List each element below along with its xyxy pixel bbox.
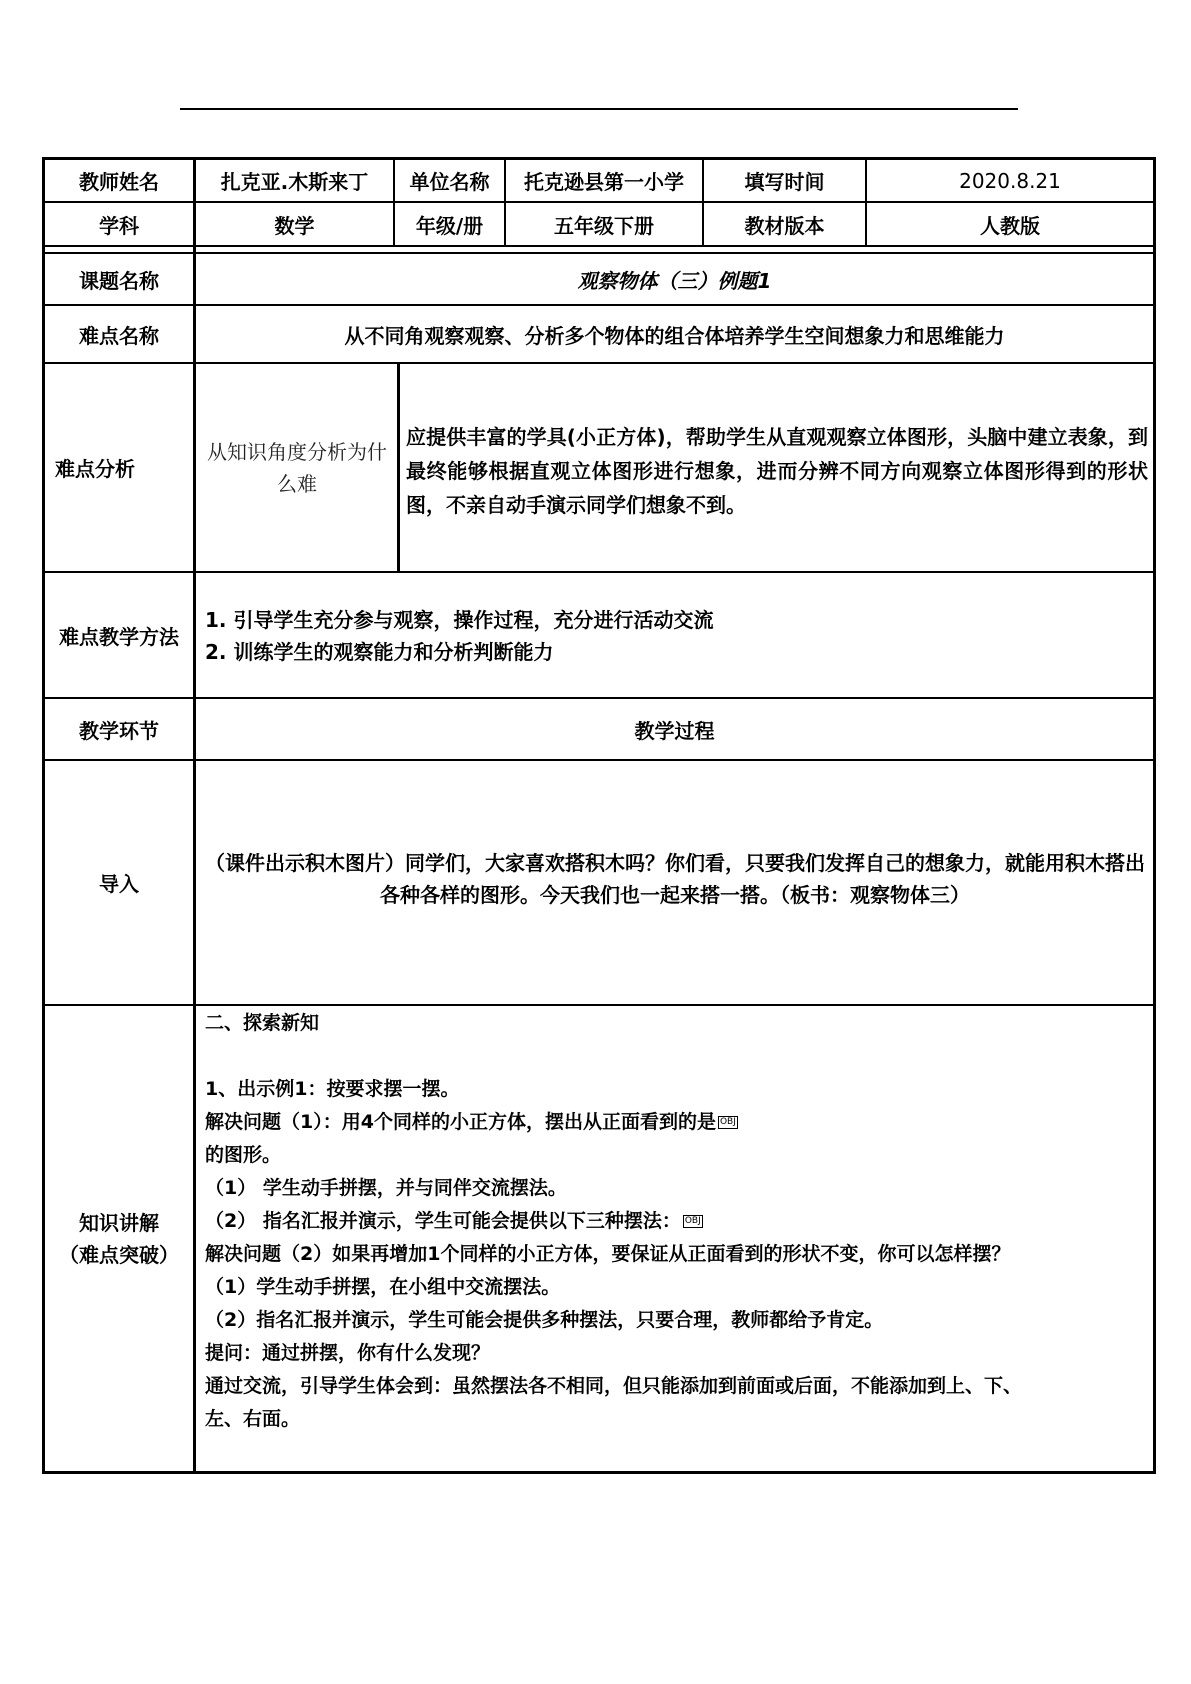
process-value: 教学过程 <box>634 718 715 743</box>
edition-label: 教材版本 <box>744 213 825 238</box>
knowledge-line <box>205 1106 1145 1139</box>
knowledge-label-line: 知识讲解 <box>79 1210 159 1235</box>
subject-value: 数学 <box>274 213 315 238</box>
knowledge-line <box>205 1205 1145 1238</box>
unit-value: 托克逊县第一小学 <box>524 170 684 194</box>
subject-label: 学科 <box>99 213 139 238</box>
date-label: 填写时间 <box>744 170 825 194</box>
knowledge-label <box>45 1006 193 1471</box>
embedded-object-icon: OBJ <box>684 1216 701 1226</box>
grade-value: 五年级下册 <box>554 213 654 238</box>
knowledge-line-text: （2） 指名汇报并演示，学生可能会提供以下三种摆法： <box>205 1210 681 1232</box>
knowledge-line: （2）指名汇报并演示，学生可能会提供多种摆法，只要合理，教师都给予肯定。 <box>205 1309 884 1331</box>
row-divider <box>42 1004 1156 1006</box>
knowledge-line: 解决问题（2）如果再增加1个同样的小正方体，要保证从正面看到的形状不变，你可以怎样摆？ <box>205 1243 1011 1265</box>
row-divider <box>42 571 1156 573</box>
process-label: 教学环节 <box>79 718 159 743</box>
knowledge-line: （1）学生动手拼摆，在小组中交流摆法。 <box>205 1276 561 1298</box>
knowledge-line-text: 解决问题（1）：用4个同样的小正方体，摆出从正面看到的是 <box>205 1111 716 1133</box>
method-item: 2. 训练学生的观察能力和分析判断能力 <box>205 640 554 664</box>
knowledge-line: 二、探索新知 <box>205 1012 320 1034</box>
topic-value: 观察物体（三）例题1 <box>577 268 772 293</box>
analysis-angle: 从知识角度分析为什么难 <box>207 439 387 496</box>
knowledge-line: （1） 学生动手拼摆，并与同伴交流摆法。 <box>205 1177 567 1199</box>
teacher-name-label: 教师姓名 <box>79 170 159 194</box>
methods-label: 难点教学方法 <box>59 624 179 649</box>
knowledge-line: 提问：通过拼摆，你有什么发现？ <box>205 1342 491 1364</box>
row-divider <box>42 245 1156 247</box>
knowledge-line: 1、出示例1：按要求摆一摆。 <box>205 1078 460 1100</box>
row-divider <box>42 759 1156 761</box>
col-divider <box>397 362 400 573</box>
edition-value: 人教版 <box>980 213 1040 238</box>
knowledge-label-line: （难点突破） <box>59 1242 179 1267</box>
teacher-name-value: 扎克亚.木斯来丁 <box>220 170 369 194</box>
difficulty-label: 难点名称 <box>79 323 159 348</box>
knowledge-line: 的图形。 <box>205 1144 282 1166</box>
knowledge-text <box>205 1007 1145 1436</box>
knowledge-line <box>205 1040 1145 1073</box>
intro-text: （课件出示积木图片）同学们，大家喜欢搭积木吗？你们看，只要我们发挥自己的想象力，就能用积木搭出各种各样的图形。今天我们也一起来搭一搭。（板书：观察物体三） <box>205 851 1145 907</box>
unit-label: 单位名称 <box>409 170 490 194</box>
analysis-label: 难点分析 <box>55 457 135 481</box>
date-value: 2020.8.21 <box>959 168 1061 193</box>
difficulty-value: 从不同角观察观察、分析多个物体的组合体培养学生空间想象力和思维能力 <box>344 323 1005 348</box>
embedded-object-icon: OBJ <box>719 1117 736 1127</box>
knowledge-line: 左、右面。 <box>205 1408 301 1430</box>
knowledge-line: 通过交流，引导学生体会到：虽然摆法各不相同，但只能添加到前面或后面，不能添加到上、下、 <box>205 1375 1023 1397</box>
grade-label: 年级/册 <box>415 213 484 238</box>
intro-label: 导入 <box>99 872 139 896</box>
header-rule <box>180 108 1018 110</box>
topic-label: 课题名称 <box>79 268 159 293</box>
method-item: 1. 引导学生充分参与观察，操作过程，充分进行活动交流 <box>205 608 714 632</box>
analysis-text: 应提供丰富的学具(小正方体)，帮助学生从直观观察立体图形，头脑中建立表象，到最终能够根据直观立体图形进行想象，进而分辨不同方向观察立体图形得到的形状图，不亲自动手演示同学们想象不到。 <box>406 425 1148 517</box>
methods-list <box>205 604 1145 668</box>
